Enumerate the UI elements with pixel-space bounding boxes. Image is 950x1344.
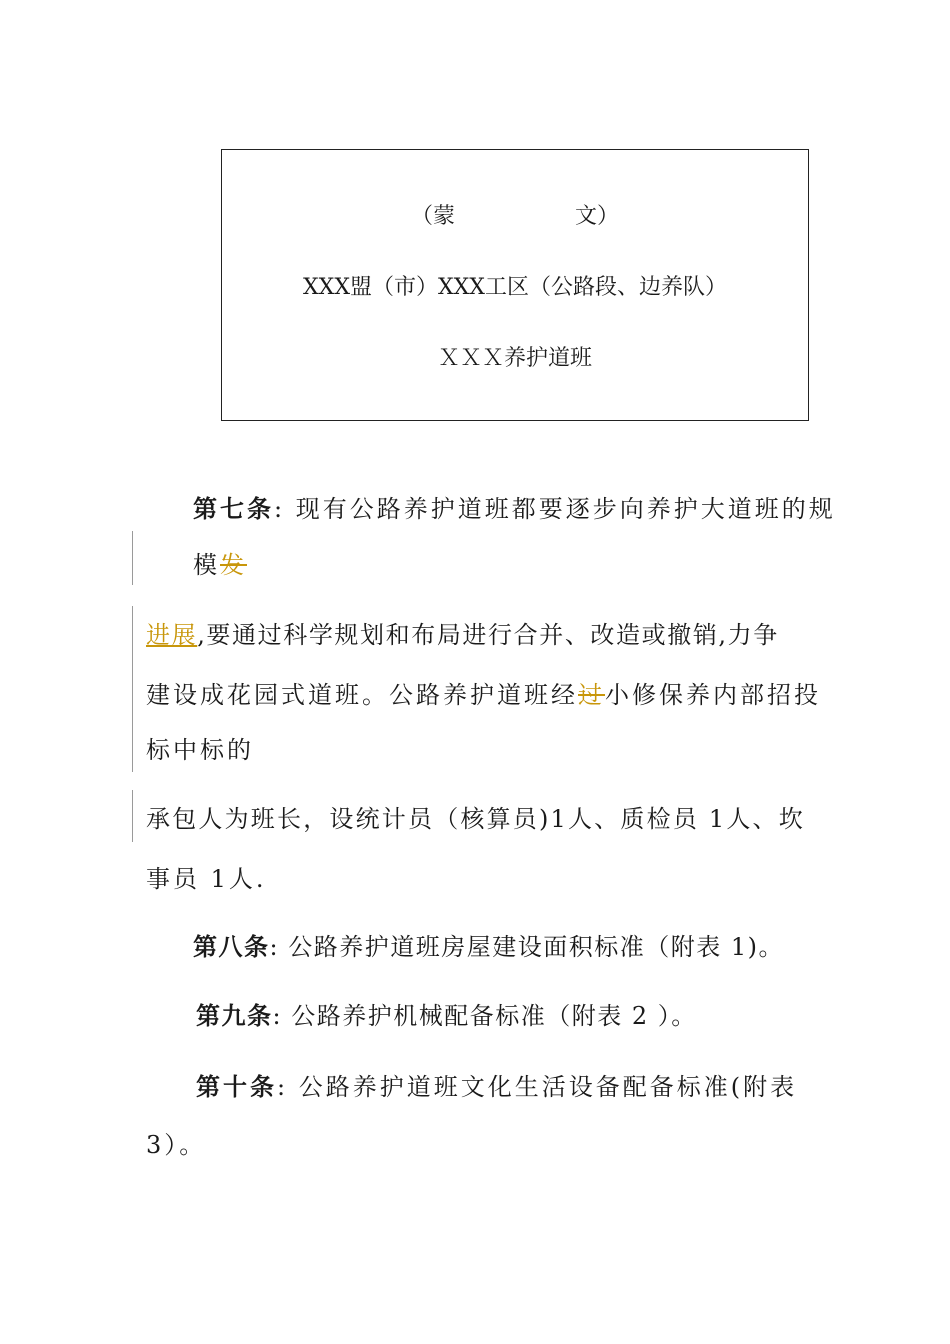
article7-line6: 承包人为班长，设统计员（核算员)1人、质检员 1人、坎 [146, 805, 805, 833]
article9-label: 第九条 [196, 1001, 273, 1030]
article10-label: 第十条 [196, 1072, 277, 1101]
article8-label: 第八条 [193, 932, 270, 961]
deleted-text: 发 [220, 551, 247, 579]
article7-line3: 进展,要通过科学规划和布局进行合并、改造或撤销,力争 [146, 621, 779, 649]
article7-line1: 第七条: 现有公路养护道班都要逐步向养护大道班的规 [193, 494, 836, 523]
article7-line4: 建设成花园式道班。公路养护道班经过小修保养内部招投 [146, 681, 821, 709]
change-bar [132, 606, 133, 772]
article9: 第九条: 公路养护机械配备标准（附表 2 ）。 [196, 1001, 697, 1030]
article7-label: 第七条 [193, 494, 274, 523]
organization-name: XXX盟（市）XXX工区（公路段、边养队） [303, 275, 727, 300]
article7-line5: 标中标的 [146, 736, 254, 764]
article7-line7: 事员 1人. [146, 865, 267, 893]
team-name: ＸＸＸ养护道班 [437, 346, 592, 371]
article10-line1: 第十条: 公路养护道班文化生活设备配备标准(附表 [196, 1072, 798, 1101]
change-bar [132, 790, 133, 842]
article7-line2: 模发 [193, 551, 247, 579]
mongolian-close: 文） [575, 204, 620, 229]
inserted-text: 进展 [146, 621, 198, 649]
mongolian-open: （蒙 [410, 204, 455, 229]
mongolian-text-placeholder [222, 202, 808, 232]
article8: 第八条: 公路养护道班房屋建设面积标准（附表 1)。 [193, 932, 784, 961]
header-box [221, 149, 809, 421]
article10-line2: 3）。 [146, 1131, 207, 1159]
deleted-text: 过 [578, 681, 605, 709]
change-bar [132, 531, 133, 585]
